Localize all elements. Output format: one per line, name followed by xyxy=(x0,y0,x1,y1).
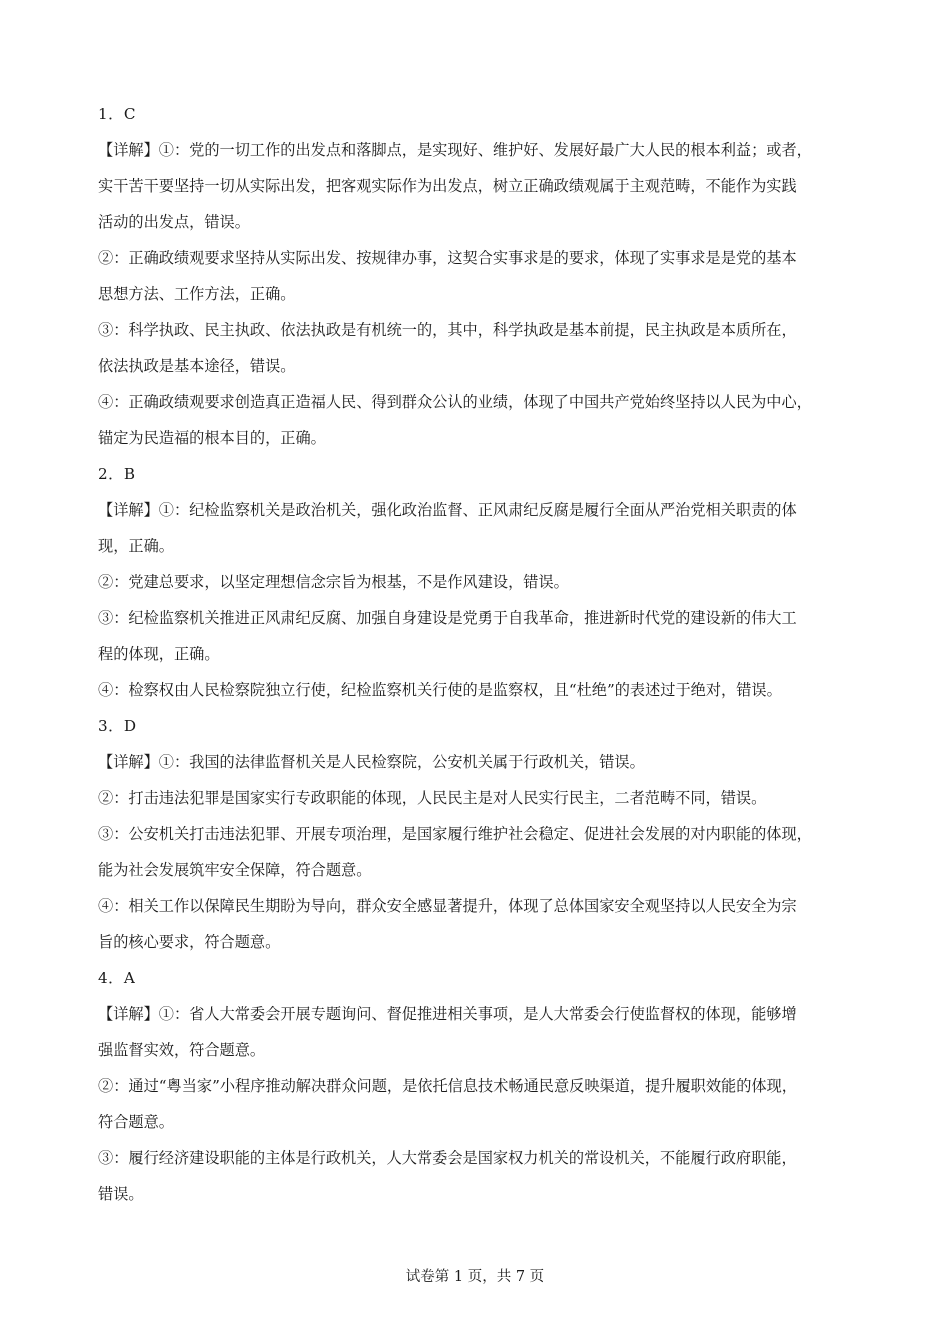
question-number: 1．C xyxy=(98,105,136,123)
explanation-line: ②：党建总要求，以坚定理想信念宗旨为根基，不是作风建设，错误。 xyxy=(98,573,569,591)
explanation-line: 强监督实效，符合题意。 xyxy=(98,1041,266,1059)
explanation-line: 现，正确。 xyxy=(98,537,174,555)
explanation-line: 活动的出发点，错误。 xyxy=(98,213,250,231)
question-number: 3．D xyxy=(98,717,137,735)
explanation-line: 错误。 xyxy=(98,1185,144,1203)
explanation-line: 旨的核心要求，符合题意。 xyxy=(98,933,281,951)
explanation-line: 实干苦干要坚持一切从实际出发，把客观实际作为出发点，树立正确政绩观属于主观范畴，不能作为实践 xyxy=(98,177,797,195)
question-number: 4．A xyxy=(98,969,136,987)
explanation-line: ④：相关工作以保障民生期盼为导向，群众安全感显著提升，体现了总体国家安全观坚持以人民安全为宗 xyxy=(98,897,797,915)
page-footer: 试卷第 1 页，共 7 页 xyxy=(405,1269,545,1285)
explanation-line: 依法执政是基本途径，错误。 xyxy=(98,357,296,375)
explanation-line: ③：公安机关打击违法犯罪、开展专项治理，是国家履行维护社会稳定、促进社会发展的对内职能的体现， xyxy=(98,825,812,843)
explanation-line: 锚定为民造福的根本目的，正确。 xyxy=(98,429,326,447)
explanation-line: ③：科学执政、民主执政、依法执政是有机统一的，其中，科学执政是基本前提，民主执政是本质所在， xyxy=(98,321,797,339)
explanation-line: ②：打击违法犯罪是国家实行专政职能的体现，人民民主是对人民实行民主，二者范畴不同，错误。 xyxy=(98,789,767,807)
explanation-line: ③：履行经济建设职能的主体是行政机关，人大常委会是国家权力机关的常设机关，不能履行政府职能， xyxy=(98,1149,797,1167)
explanation-line: ②：通过“粤当家”小程序推动解决群众问题，是依托信息技术畅通民意反映渠道，提升履职效能的体现， xyxy=(98,1077,797,1095)
explanation-line: 程的体现，正确。 xyxy=(98,645,220,663)
explanation-line: ④：正确政绩观要求创造真正造福人民、得到群众公认的业绩，体现了中国共产党始终坚持以人民为中心， xyxy=(98,393,812,411)
explanation-line: 思想方法、工作方法，正确。 xyxy=(98,285,296,303)
question-number: 2．B xyxy=(98,465,136,483)
explanation-line: 符合题意。 xyxy=(98,1113,174,1131)
explanation-line: ④：检察权由人民检察院独立行使，纪检监察机关行使的是监察权，且“杜绝”的表述过于绝对，错误。 xyxy=(98,681,782,699)
explanation-line: 【详解】①：省人大常委会开展专题询问、督促推进相关事项，是人大常委会行使监督权的体现，能够增 xyxy=(98,1005,797,1023)
explanation-line: ③：纪检监察机关推进正风肃纪反腐、加强自身建设是党勇于自我革命，推进新时代党的建设新的伟大工 xyxy=(98,609,797,627)
explanation-line: 能为社会发展筑牢安全保障，符合题意。 xyxy=(98,861,372,879)
answer-content xyxy=(98,96,864,1212)
explanation-line: 【详解】①：我国的法律监督机关是人民检察院，公安机关属于行政机关，错误。 xyxy=(98,753,645,771)
explanation-line: 【详解】①：纪检监察机关是政治机关，强化政治监督、正风肃纪反腐是履行全面从严治党相关职责的体 xyxy=(98,501,797,519)
explanation-line: 【详解】①：党的一切工作的出发点和落脚点，是实现好、维护好、发展好最广大人民的根本利益；或者， xyxy=(98,141,812,159)
explanation-line: ②：正确政绩观要求坚持从实际出发、按规律办事，这契合实事求是的要求，体现了实事求是是党的基本 xyxy=(98,249,797,267)
